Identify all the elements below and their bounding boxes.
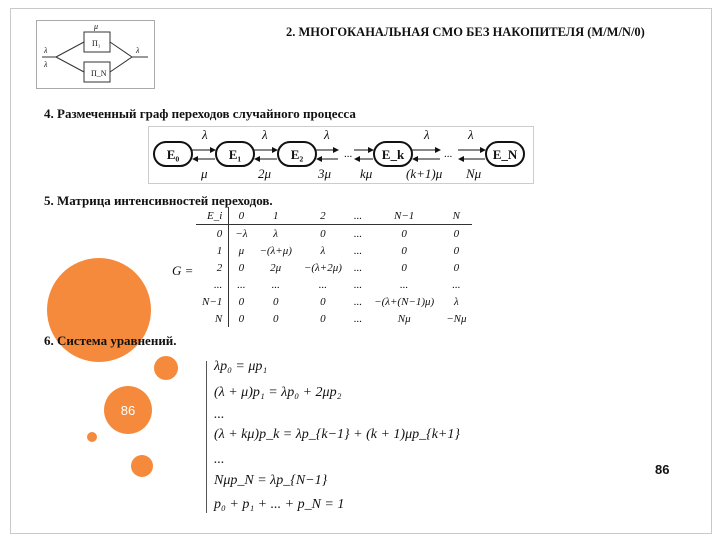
matrix-cell: ...: [400, 278, 409, 291]
matrix-cell: 0: [272, 312, 279, 325]
scheme-input-lambda-loss: λ: [44, 60, 48, 69]
state-transition-graph: [148, 126, 534, 184]
matrix-row: [196, 242, 472, 259]
matrix-cell: 0: [453, 227, 460, 240]
matrix-header-cell: N: [440, 207, 472, 225]
matrix-cell: ...: [353, 312, 363, 325]
matrix-cell: λ: [273, 227, 279, 240]
matrix-cell: ...: [353, 278, 363, 291]
matrix-header-cell: E_i: [196, 207, 229, 225]
mu-label-k1: (k+1)μ: [406, 166, 443, 181]
matrix-cell: −(λ+2μ): [303, 261, 342, 274]
matrix-cell: 0: [272, 295, 279, 308]
scheme-output-lambda: λ: [136, 46, 140, 55]
lambda-label-1: λ: [202, 127, 208, 142]
section-5-heading: 5. Матрица интенсивностей переходов.: [44, 193, 273, 208]
matrix-header-cell: 2: [298, 207, 348, 225]
matrix-cell: 0: [238, 295, 245, 308]
queue-scheme-diagram: [36, 20, 156, 90]
matrix-cell: 0: [453, 244, 460, 257]
matrix-cell: ...: [452, 278, 461, 291]
state-ek: [374, 142, 412, 166]
matrix-cell: 2μ: [270, 261, 282, 274]
intensity-matrix: [196, 207, 472, 327]
matrix-cell: ...: [353, 244, 363, 257]
equation-line: Nμp_N = λp_{N−1}: [214, 473, 328, 488]
section-4-heading: 4. Размеченный граф переходов случайного процесса: [44, 106, 356, 121]
matrix-cell: 0: [453, 261, 460, 274]
matrix-cell: λ: [453, 295, 459, 308]
state-e2: [278, 142, 316, 166]
matrix-cell: 0: [196, 225, 229, 243]
page-number-circle-text: 86: [120, 402, 136, 418]
graph-dots-1: ...: [344, 148, 353, 160]
equation-line: (λ + μ)p₁ = λp₀ + 2μp₂: [214, 385, 342, 400]
matrix-cell: −(λ+(N−1)μ): [374, 295, 435, 308]
matrix-cell: 0: [238, 261, 245, 274]
matrix-cell: 0: [320, 312, 326, 325]
equation-brace: [206, 361, 213, 513]
state-e0: [154, 142, 192, 166]
equation-line: p₀ + p₁ + ... + p_N = 1: [214, 497, 345, 512]
matrix-row: [196, 259, 472, 276]
lambda-label-3: λ: [324, 127, 330, 142]
mu-label-3: 3μ: [318, 166, 332, 181]
matrix-cell: ...: [318, 278, 328, 291]
equation-line: λp₀ = μp₁: [214, 359, 268, 374]
page-number: 86: [655, 462, 670, 477]
matrix-cell: 1: [196, 242, 229, 259]
decor-circle-small-2: [131, 455, 153, 477]
scheme-top-label: μ: [94, 22, 99, 31]
lambda-label-2: λ: [262, 127, 268, 142]
channel-first-label: Π₁: [92, 39, 101, 48]
graph-dots-2: ...: [444, 148, 453, 160]
equation-line: ...: [214, 407, 225, 422]
matrix-cell: μ: [238, 244, 245, 257]
matrix-cell: ...: [353, 261, 363, 274]
state-en: [486, 142, 524, 166]
matrix-cell: ...: [196, 276, 229, 293]
matrix-header-row: [196, 207, 472, 225]
mu-label-1: μ: [201, 166, 208, 181]
state-e0-label: E₀: [166, 147, 180, 162]
matrix-cell: ...: [353, 295, 363, 308]
decor-circle-small-1: [154, 356, 178, 380]
matrix-cell: N: [196, 310, 229, 327]
page-number-circle: [104, 386, 152, 434]
mu-label-n: Nμ: [466, 166, 482, 181]
matrix-cell: 2: [196, 259, 229, 276]
equation-line: (λ + kμ)p_k = λp_{k−1} + (k + 1)μp_{k+1}: [214, 427, 460, 442]
matrix-cell: 0: [320, 295, 326, 308]
matrix-cell: −λ: [235, 227, 248, 240]
lambda-label-4: λ: [424, 127, 430, 142]
matrix-cell: Nμ: [397, 312, 411, 325]
state-e1-label: E₁: [228, 147, 242, 162]
matrix-row: [196, 293, 472, 310]
matrix-cell: ...: [237, 278, 246, 291]
matrix-cell: ...: [271, 278, 280, 291]
matrix-cell: ...: [353, 227, 363, 240]
matrix-label: G =: [172, 263, 194, 278]
matrix-row: [196, 310, 472, 327]
page-title: 2. МНОГОКАНАЛЬНАЯ СМО БЕЗ НАКОПИТЕЛЯ (M/M/N/0): [286, 25, 645, 39]
matrix-cell: N−1: [196, 293, 229, 310]
state-e2-label: E₂: [290, 147, 304, 162]
matrix-cell: λ: [320, 244, 326, 257]
mu-label-2: 2μ: [258, 166, 272, 181]
matrix-row: [196, 276, 472, 293]
matrix-header-cell: 0: [229, 207, 254, 225]
mu-label-k: kμ: [360, 166, 373, 181]
scheme-input-lambda: λ: [44, 46, 48, 55]
section-6-heading: 6. Система уравнений.: [44, 333, 177, 348]
matrix-header-cell: 1: [253, 207, 297, 225]
state-en-label: E_N: [492, 147, 518, 162]
lambda-label-5: λ: [468, 127, 474, 142]
matrix-cell: −Nμ: [446, 312, 467, 325]
matrix-header-cell: ...: [348, 207, 368, 225]
state-ek-label: E_k: [381, 147, 405, 162]
matrix-header-cell: N−1: [368, 207, 440, 225]
matrix-cell: 0: [238, 312, 245, 325]
channel-last-label: Π_N: [91, 69, 107, 78]
matrix-row: [196, 225, 472, 243]
matrix-cell: 0: [401, 261, 407, 274]
matrix-cell: 0: [401, 227, 407, 240]
matrix-cell: 0: [320, 227, 326, 240]
matrix-cell: −(λ+μ): [259, 244, 292, 257]
matrix-cell: 0: [401, 244, 407, 257]
state-e1: [216, 142, 254, 166]
equation-line: ...: [214, 452, 225, 467]
decor-circle-tiny: [87, 432, 97, 442]
